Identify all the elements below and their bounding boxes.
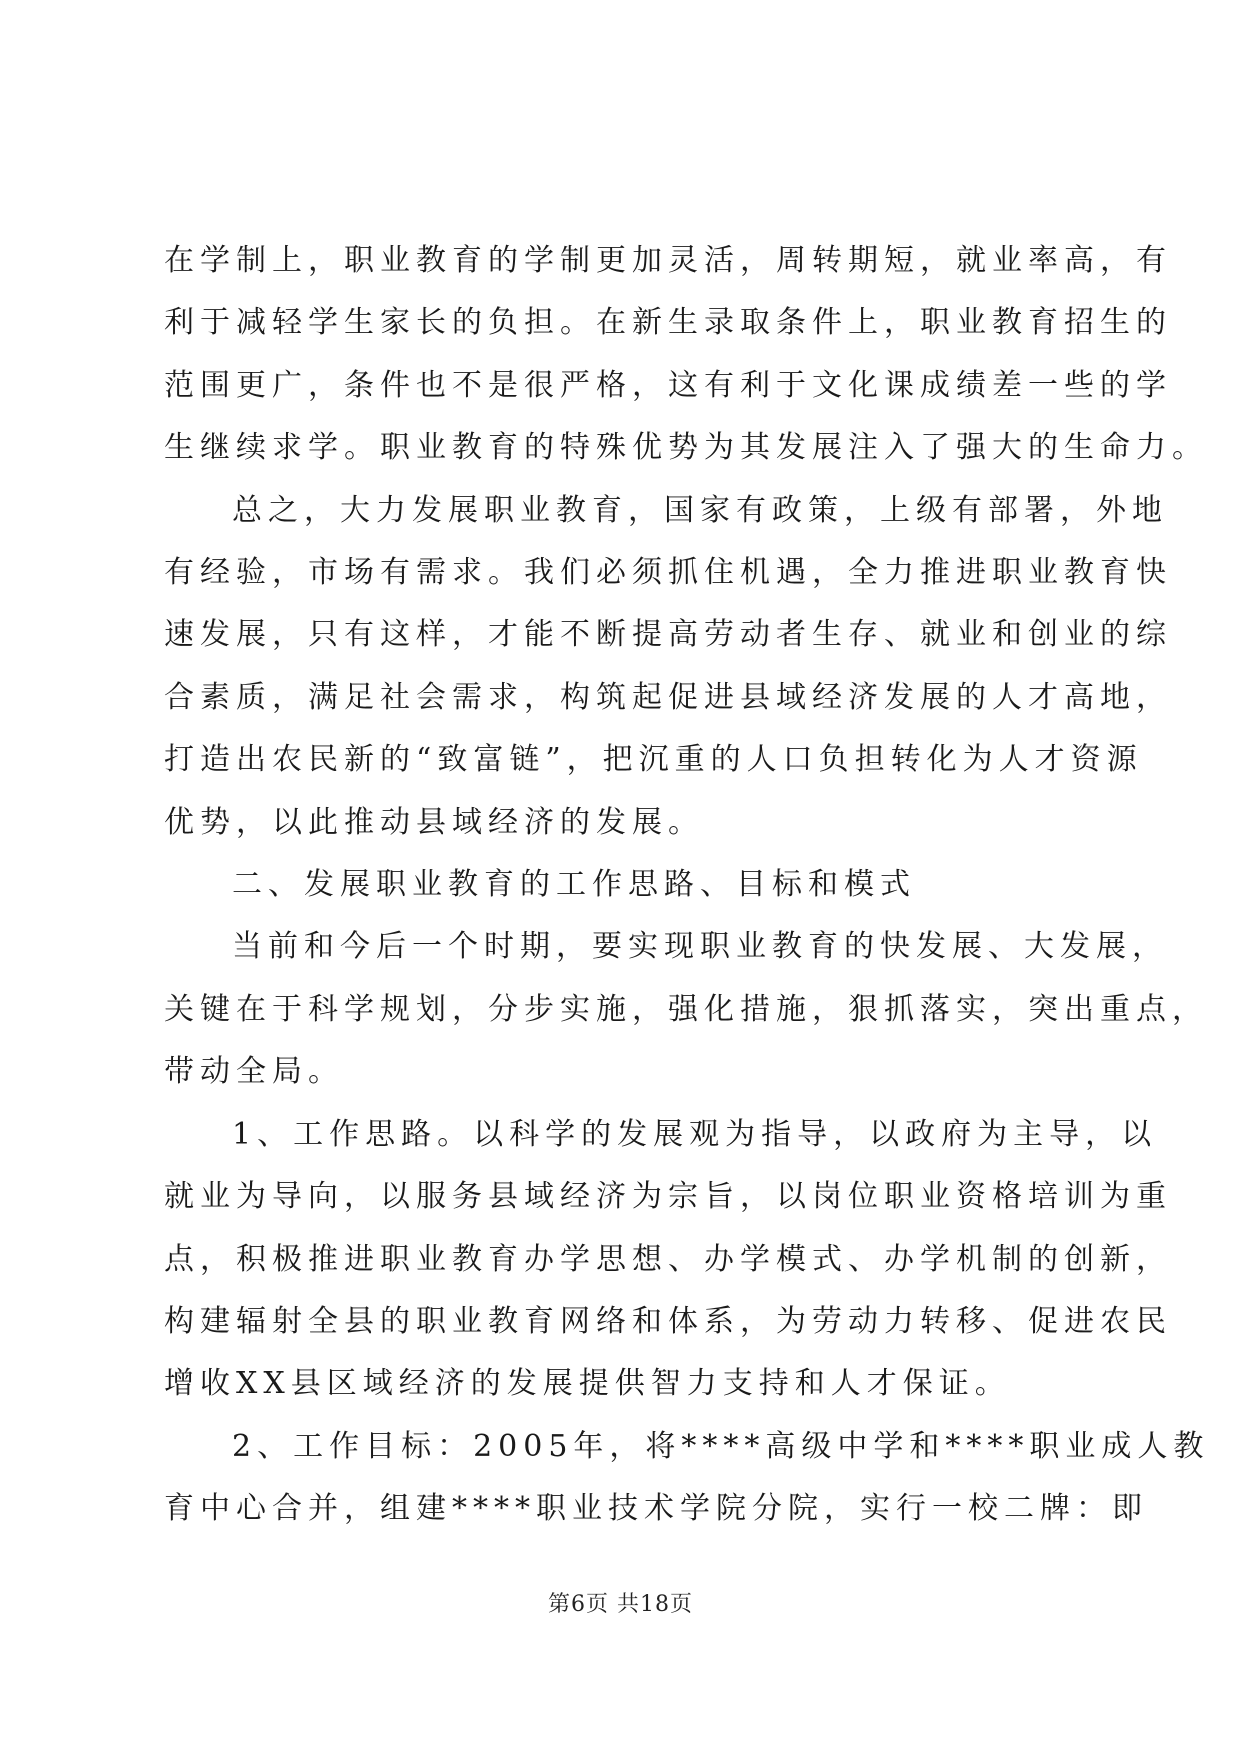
text-line: 有经验，市场有需求。我们必须抓住机遇，全力推进职业教育快: [164, 555, 1172, 591]
text-line: 在学制上，职业教育的学制更加灵活，周转期短，就业率高，有: [164, 243, 1172, 278]
paragraph: [164, 1416, 1210, 1541]
text-line: 构建辐射全县的职业教育网络和体系，为劳动力转移、促进农民: [164, 1303, 1172, 1339]
text-line: 打造出农民新的“致富链”，把沉重的人口负担转化为人才资源: [164, 742, 1143, 778]
text-line: 2、工作目标：2005年，将****高级中学和****职业成人教: [232, 1428, 1210, 1464]
paragraph: [164, 1104, 1172, 1416]
text-line: 增收XX县区域经济的发展提供智力支持和人才保证。: [164, 1366, 1011, 1402]
paragraph: [164, 230, 1208, 480]
text-line: 生继续求学。职业教育的特殊优势为其发展注入了强大的生命力。: [164, 430, 1208, 466]
text-line: 速发展，只有这样，才能不断提高劳动者生存、就业和创业的综: [164, 617, 1172, 653]
text-line: 带动全局。: [164, 1054, 344, 1090]
text-line: 总之，大力发展职业教育，国家有政策，上级有部署，外地: [232, 492, 1168, 528]
text-line: 育中心合并，组建****职业技术学院分院，实行一校二牌：即: [164, 1491, 1148, 1527]
text-line: 范围更广，条件也不是很严格，这有利于文化课成绩差一些的学: [164, 367, 1172, 403]
text-line: 二、发展职业教育的工作思路、目标和模式: [232, 867, 916, 903]
text-line: 利于减轻学生家长的负担。在新生录取条件上，职业教育招生的: [164, 305, 1172, 341]
text-line: 就业为导向，以服务县域经济为宗旨，以岗位职业资格培训为重: [164, 1179, 1172, 1215]
text-line: 点，积极推进职业教育办学思想、办学模式、办学机制的创新，: [164, 1241, 1172, 1277]
paragraph: [164, 916, 1208, 1103]
page-footer: 第6页 共18页: [548, 1592, 693, 1617]
text-line: 关键在于科学规划，分步实施，强化措施，狠抓落实，突出重点，: [164, 991, 1208, 1027]
text-line: 合素质，满足社会需求，构筑起促进县域经济发展的人才高地，: [164, 679, 1172, 715]
text-line: 当前和今后一个时期，要实现职业教育的快发展、大发展，: [232, 929, 1168, 965]
text-line: 优势，以此推动县域经济的发展。: [164, 804, 704, 840]
paragraph: [164, 480, 1172, 854]
document-body: [164, 230, 1210, 1541]
paragraph: [164, 854, 1084, 916]
text-line: 1、工作思路。以科学的发展观为指导，以政府为主导，以: [232, 1116, 1158, 1152]
